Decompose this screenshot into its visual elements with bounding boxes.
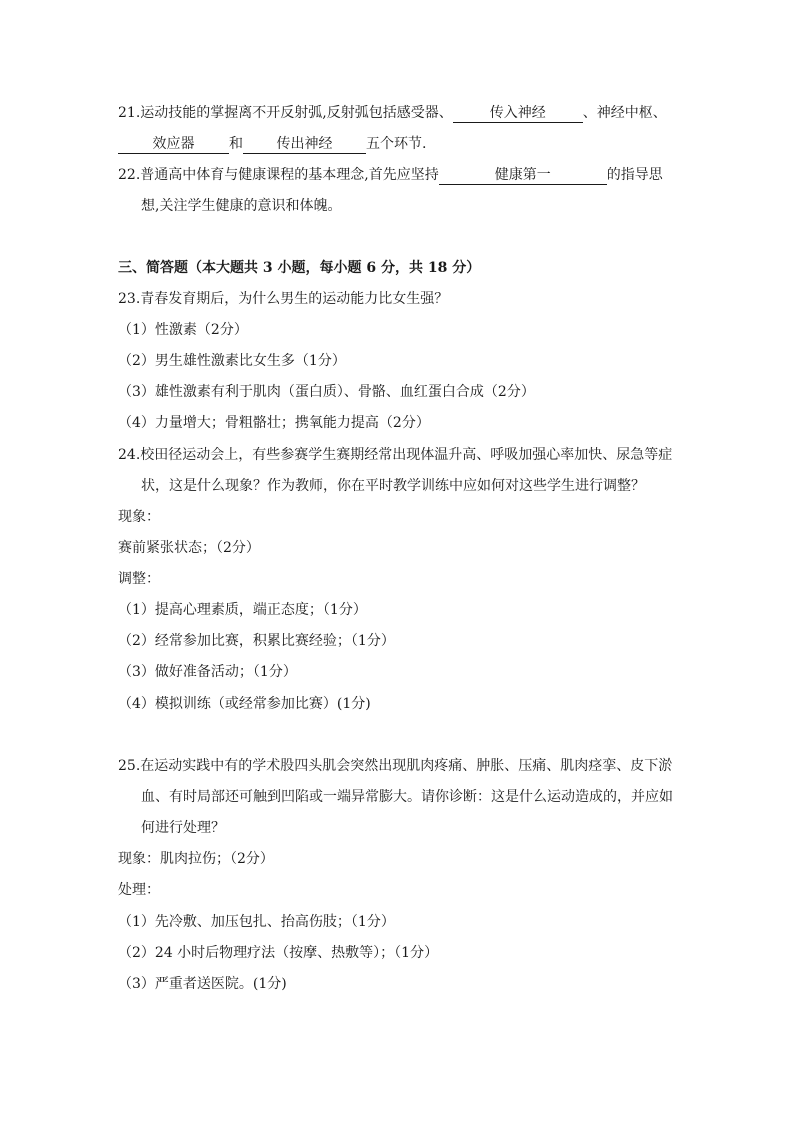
q24-question-line2: 状，这是什么现象？作为教师，你在平时教学训练中应如何对这些学生进行调整？ <box>141 478 645 494</box>
section3-title: 三、简答题（本大题共 3 小题，每小题 6 分，共 18 分） <box>118 260 481 276</box>
q21-text-part4: 五个环节. <box>366 136 427 152</box>
q21-line2 <box>118 134 426 154</box>
q24-item-4: （4）模拟训练（或经常参加比赛）(1分) <box>118 696 371 712</box>
q25-question-line1: 25.在运动实践中有的学术股四头肌会突然出现肌肉疼痛、肿胀、压痛、肌肉痉挛、皮下淤 <box>118 758 673 774</box>
q22-line1 <box>118 165 663 185</box>
q23-item-2: （2）男生雄性激素比女生多（1分） <box>118 353 346 369</box>
q24-question-line1: 24.校田径运动会上，有些参赛学生赛期经常出现体温升高、呼吸加强心率加快、尿急等症 <box>118 447 673 463</box>
q21-text-part1: 21.运动技能的掌握离不开反射弧,反射弧包括感受器、 <box>118 105 453 121</box>
q21-answer3-blank: 传出神经 <box>243 136 366 154</box>
q25-item-1: （1）先冷敷、加压包扎、抬高伤肢；（1分） <box>118 914 395 930</box>
q25-item-3: （3）严重者送医院。(1分) <box>118 976 287 992</box>
q21-line1 <box>118 103 667 123</box>
q25-question-line3: 何进行处理？ <box>141 820 225 836</box>
q21-answer1-blank: 传入神经 <box>453 105 583 123</box>
q25-phenomenon: 现象：肌肉拉伤；（2分） <box>118 851 274 867</box>
q24-phenomenon-label: 现象： <box>118 509 160 525</box>
q22-answer-blank: 健康第一 <box>439 167 607 185</box>
q21-text-part3: 和 <box>229 136 243 152</box>
q24-item-3: （3）做好准备活动；（1分） <box>118 664 297 680</box>
q23-item-4: （4）力量增大；骨粗骼壮；携氧能力提高（2分） <box>118 415 430 431</box>
q21-answer2-blank: 效应器 <box>118 136 229 154</box>
q24-adjust-label: 调整： <box>118 571 160 587</box>
q24-item-2: （2）经常参加比赛，积累比赛经验；（1分） <box>118 633 395 649</box>
q25-treatment-label: 处理： <box>118 882 160 898</box>
q24-item-1: （1）提高心理素质，端正态度；（1分） <box>118 602 367 618</box>
q23-question: 23.青春发育期后，为什么男生的运动能力比女生强？ <box>118 291 449 307</box>
q21-text-part2: 、神经中枢、 <box>582 105 667 121</box>
q25-item-2: （2）24 小时后物理疗法（按摩、热敷等）；（1分） <box>118 945 439 961</box>
q22-line2: 想,关注学生健康的意识和体魄。 <box>141 198 342 214</box>
q23-item-1: （1）性激素（2分） <box>118 322 248 338</box>
q23-item-3: （3）雄性激素有利于肌肉（蛋白质）、骨骼、血红蛋白合成（2分） <box>118 384 535 400</box>
q24-phenomenon-answer: 赛前紧张状态；（2分） <box>118 540 260 556</box>
q22-text-part2: 的指导思 <box>606 167 663 183</box>
q25-question-line2: 血、有时局部还可触到凹陷或一端异常膨大。请你诊断：这是什么运动造成的，并应如 <box>141 789 673 805</box>
q22-text-part1: 22.普通高中体育与健康课程的基本理念,首先应坚持 <box>118 167 439 183</box>
